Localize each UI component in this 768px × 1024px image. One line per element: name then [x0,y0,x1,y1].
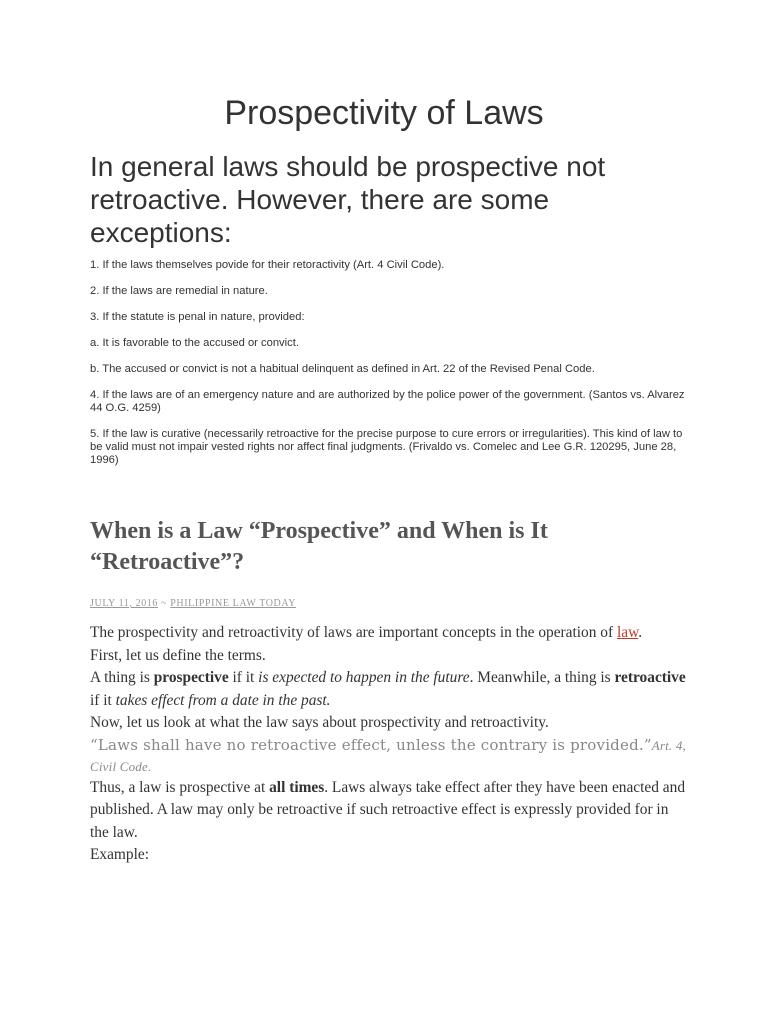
civil-code-quote: “Laws shall have no retroactive effect, unless the contrary is provided.”Art. 4, Civil Code. [90,735,686,774]
paragraph-conclusion: Thus, a law is prospective at all times. Laws always take effect after they have been enacted and published. A law may only be retroactive if such retroactive effect is expressly provided for in the law. [90,778,686,841]
article-body [90,622,690,867]
list-item: 1. If the laws themselves povide for their retoractivity (Art. 4 Civil Code). [90,259,445,271]
author-link[interactable]: PHILIPPINE LAW TODAY [170,598,297,609]
list-item: 3. If the statute is penal in nature, provided: [90,311,305,323]
article-meta [90,598,296,609]
paragraph-definitions: A thing is prospective if it is expected to happen in the future. Meanwhile, a thing is retroactive if it takes effect from a date in the past. [90,669,686,709]
meta-separator: ~ [161,598,168,609]
list-item: 2. If the laws are remedial in nature. [90,285,268,297]
post-date-link[interactable]: JULY 11, 2016 [90,598,159,609]
paragraph-law-says: Now, let us look at what the law says about prospectivity and retroactivity. [90,714,549,731]
intro-heading: In general laws should be prospective not retroactive. However, there are some exceptions: [90,151,606,248]
exceptions-list [90,259,690,480]
list-item: a. It is favorable to the accused or convict. [90,337,299,349]
paragraph-define: First, let us define the terms. [90,646,266,664]
list-item: 4. If the laws are of an emergency nature and are authorized by the police power of the government. (Santos vs. Alvarez 44 O.G. 4259) [90,389,685,414]
page-title: Prospectivity of Laws [224,94,544,132]
quote-citation: Art. 4, Civil Code. [90,737,686,774]
list-item: b. The accused or convict is not a habitual delinquent as defined in Art. 22 of the Revised Penal Code. [90,363,595,375]
law-link[interactable]: law [616,624,639,641]
paragraph-example: Example: [90,846,149,863]
article-title: When is a Law “Prospective” and When is It “Retroactive”? [90,518,548,575]
paragraph-intro: The prospectivity and retroactivity of laws are important concepts in the operation of law. [90,624,643,641]
list-item: 5. If the law is curative (necessarily retroactive for the precise purpose to cure errors or irregularities). This kind of law to be valid must not impair vested rights nor affect final judgments. (Frivaldo vs. Comelec and Lee G.R. 120295, June 28, 1996) [90,428,683,466]
